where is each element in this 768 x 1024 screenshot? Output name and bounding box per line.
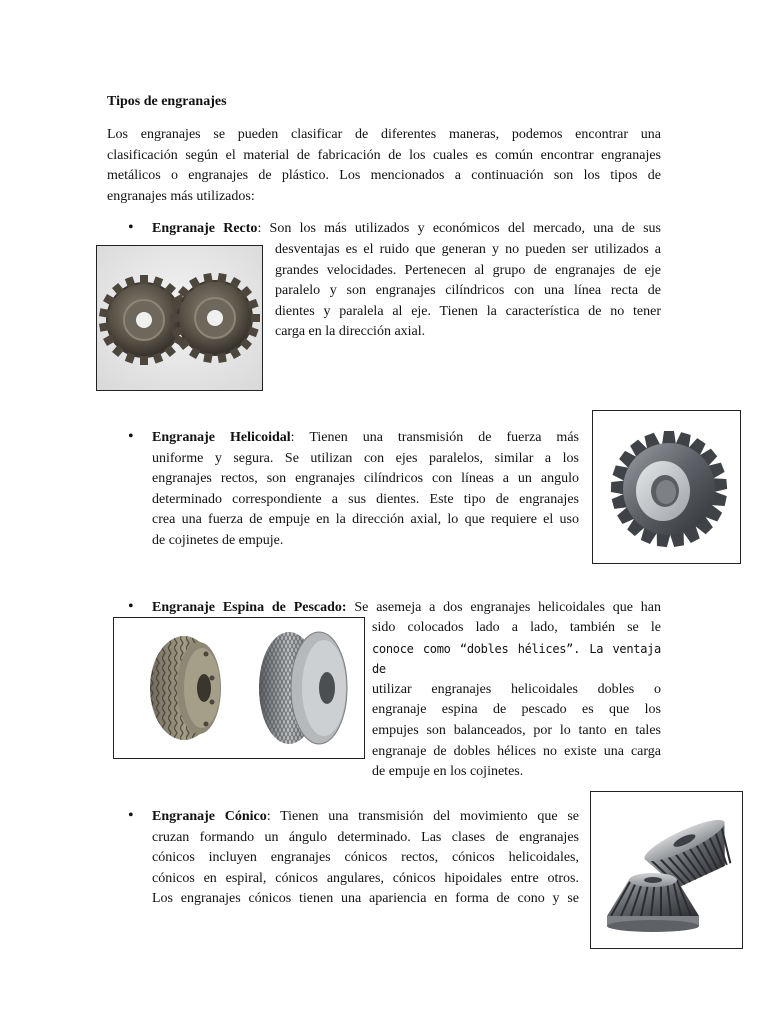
section-line: Los engranajes cónicos tienen una apariencia en forma de cono y se [152,891,579,907]
helical-gear-icon [593,411,740,563]
bevel-gears-icon [591,792,742,948]
section-recto-wrap [275,240,661,343]
document-title: Tipos de engranajes [107,94,227,109]
helical-gear-image [592,410,741,564]
section-heading: Engranaje Recto [152,221,258,236]
section-line: engranajes rectos, son engranajes cilíndricos con líneas a un angulo [152,471,579,487]
section-text: Se asemeja a dos engranajes helicoidales que han [346,600,662,615]
section-line: grandes velocidades. Pertenecen al grupo de engranajes de eje [275,262,661,278]
intro-paragraph [107,125,661,207]
section-line: carga en la dirección axial. [275,324,426,340]
section-line: sido colocados lado a lado, también se le [372,620,661,635]
section-line: desventajas es el ruido que generan y no pueden ser utilizados a [275,242,661,257]
bullet-recto: • [128,219,134,236]
bullet-conico: • [128,807,134,824]
section-text: : Tienen una transmisión de fuerza más [290,430,579,445]
section-espina [152,598,661,619]
section-line: de empuje en los cojinetes. [372,764,524,780]
bullet-espina: • [128,598,134,615]
section-line [152,807,579,828]
spur-gears-image [96,245,263,391]
section-line: paralelo y son engranajes cilíndricos con una línea recta de [275,283,661,299]
section-line: dientes y paralela al eje. Tienen la característica de no tener [275,303,661,319]
intro-line: clasificación según el material de fabricación de los cuales es común encontrar engranajes [107,147,661,163]
section-helicoidal [152,428,579,552]
section-line: conoce como “dobles hélices”. La ventaja de [372,641,661,677]
bullet-helicoidal: • [128,428,134,445]
section-line: crea una fuerza de empuje en la dirección axial, lo que requiere el uso [152,512,579,528]
section-line: cónicos incluyen engranajes cónicos rectos, cónicos helicoidales, [152,850,579,866]
herringbone-gears-icon [114,618,364,758]
section-line [152,428,579,449]
herringbone-gears-image [113,617,365,759]
intro-line: metálicos o engranajes de plástico. Los mencionados a continuación son los tipos de [107,168,661,184]
section-line: uniforme y segura. Se utilizan con ejes paralelos, similar a los [152,450,579,466]
intro-line: engranajes más utilizados: [107,188,255,204]
section-line [152,219,661,240]
section-heading: Engranaje Cónico [152,809,267,824]
section-line: determinado correspondiente a sus dientes. Este tipo de engranajes [152,491,579,507]
section-espina-wrap [372,618,661,783]
section-line [152,598,661,619]
section-line: utilizar engranajes helicoidales dobles o [372,681,661,697]
spur-gears-icon [97,246,262,390]
bevel-gears-image [590,791,743,949]
section-line: cruzan formando un ángulo determinado. Las clases de engranajes [152,829,579,845]
section-line: engranaje de dobles hélices no existe una carga [372,743,661,759]
section-heading: Engranaje Helicoidal [152,430,291,445]
section-conico [152,807,579,910]
section-heading: Engranaje Espina de Pescado: [152,600,347,615]
section-text: : Tienen una transmisión del movimiento que se [266,809,580,824]
intro-line: Los engranajes se pueden clasificar de diferentes maneras, podemos encontrar una [107,127,661,142]
section-line: cónicos en espiral, cónicos angulares, cónicos hipoidales entre otros. [152,870,579,886]
section-line: empujes son balanceados, por lo tanto en tales [372,722,661,738]
section-text: : Son los más utilizados y económicos del mercado, una de sus [257,221,661,236]
section-line: engranaje espina de pescado es que los [372,702,661,718]
section-line: de cojinetes de empuje. [152,532,284,548]
section-recto [152,219,661,240]
